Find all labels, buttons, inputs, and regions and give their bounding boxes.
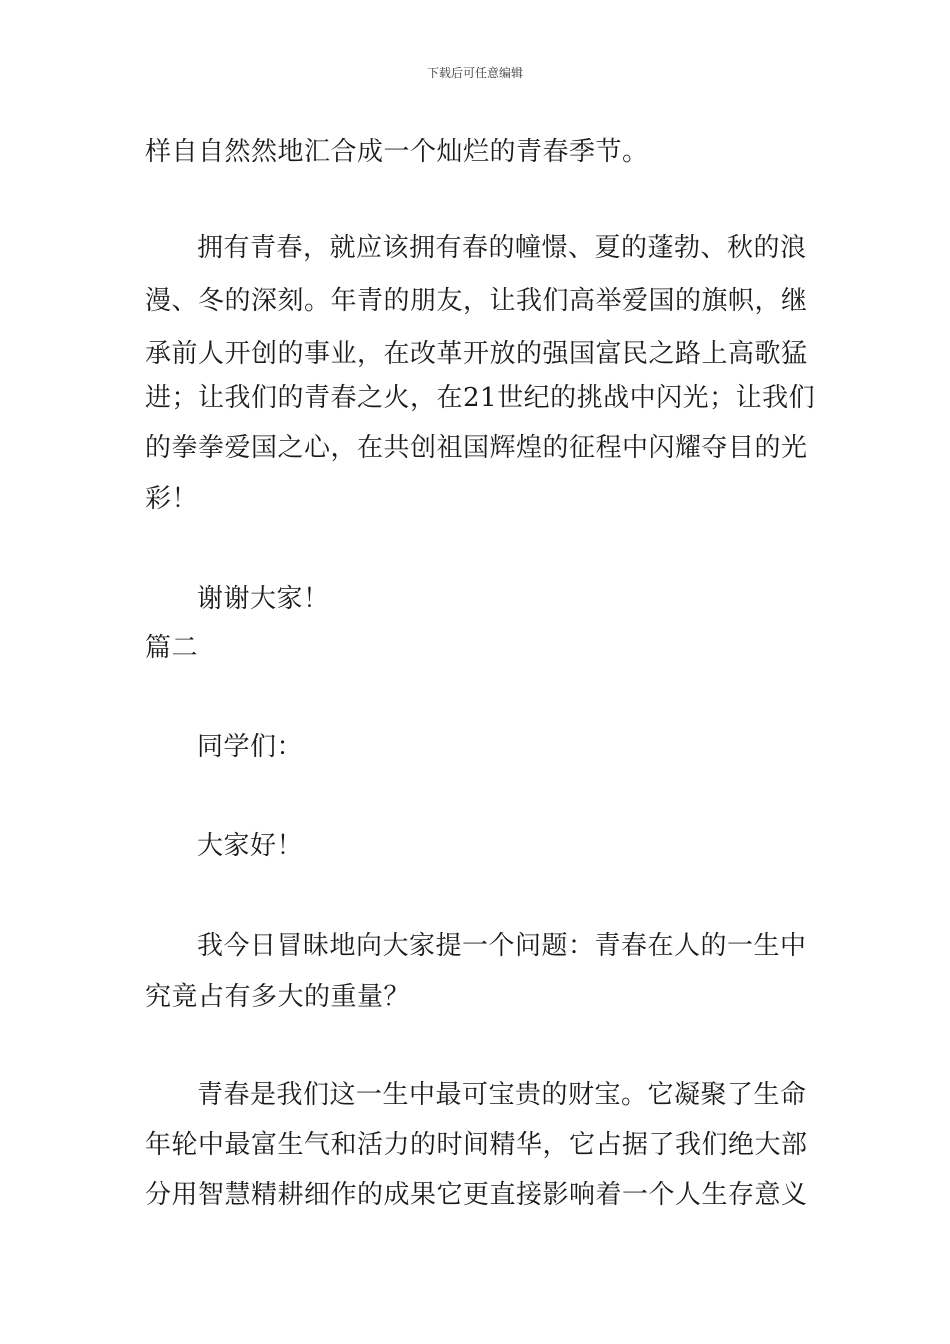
body-line: 拥有青春，就应该拥有春的幢憬、夏的蓬勃、秋的浪 bbox=[197, 233, 807, 263]
body-line: 的拳拳爱国之心，在共创祖国辉煌的征程中闪耀夺目的光 bbox=[145, 433, 808, 463]
body-line: 分用智慧精耕细作的成果它更直接影响着一个人生存意义 bbox=[145, 1180, 808, 1210]
body-line: 我今日冒昧地向大家提一个问题：青春在人的一生中 bbox=[197, 931, 807, 961]
body-line: 彩！ bbox=[145, 484, 199, 514]
greeting-line: 大家好！ bbox=[197, 831, 304, 861]
body-line: 漫、冬的深刻。年青的朋友，让我们高举爱国的旗帜，继 bbox=[145, 286, 808, 316]
salutation-line: 同学们： bbox=[197, 732, 304, 762]
body-line: 样自自然然地汇合成一个灿烂的青春季节。 bbox=[145, 137, 649, 167]
page-header: 下载后可任意编辑 bbox=[426, 66, 523, 80]
section-heading: 篇二 bbox=[145, 633, 199, 663]
body-line: 进；让我们的青春之火，在21世纪的挑战中闪光；让我们 bbox=[145, 383, 816, 413]
body-line: 承前人开创的事业，在改革开放的强国富民之路上高歌猛 bbox=[145, 339, 808, 369]
closing-line: 谢谢大家！ bbox=[197, 584, 330, 614]
body-line: 青春是我们这一生中最可宝贵的财宝。它凝聚了生命 bbox=[197, 1080, 807, 1110]
body-line: 究竟占有多大的重量？ bbox=[145, 982, 411, 1012]
body-line: 年轮中最富生气和活力的时间精华，它占据了我们绝大部 bbox=[145, 1130, 808, 1160]
